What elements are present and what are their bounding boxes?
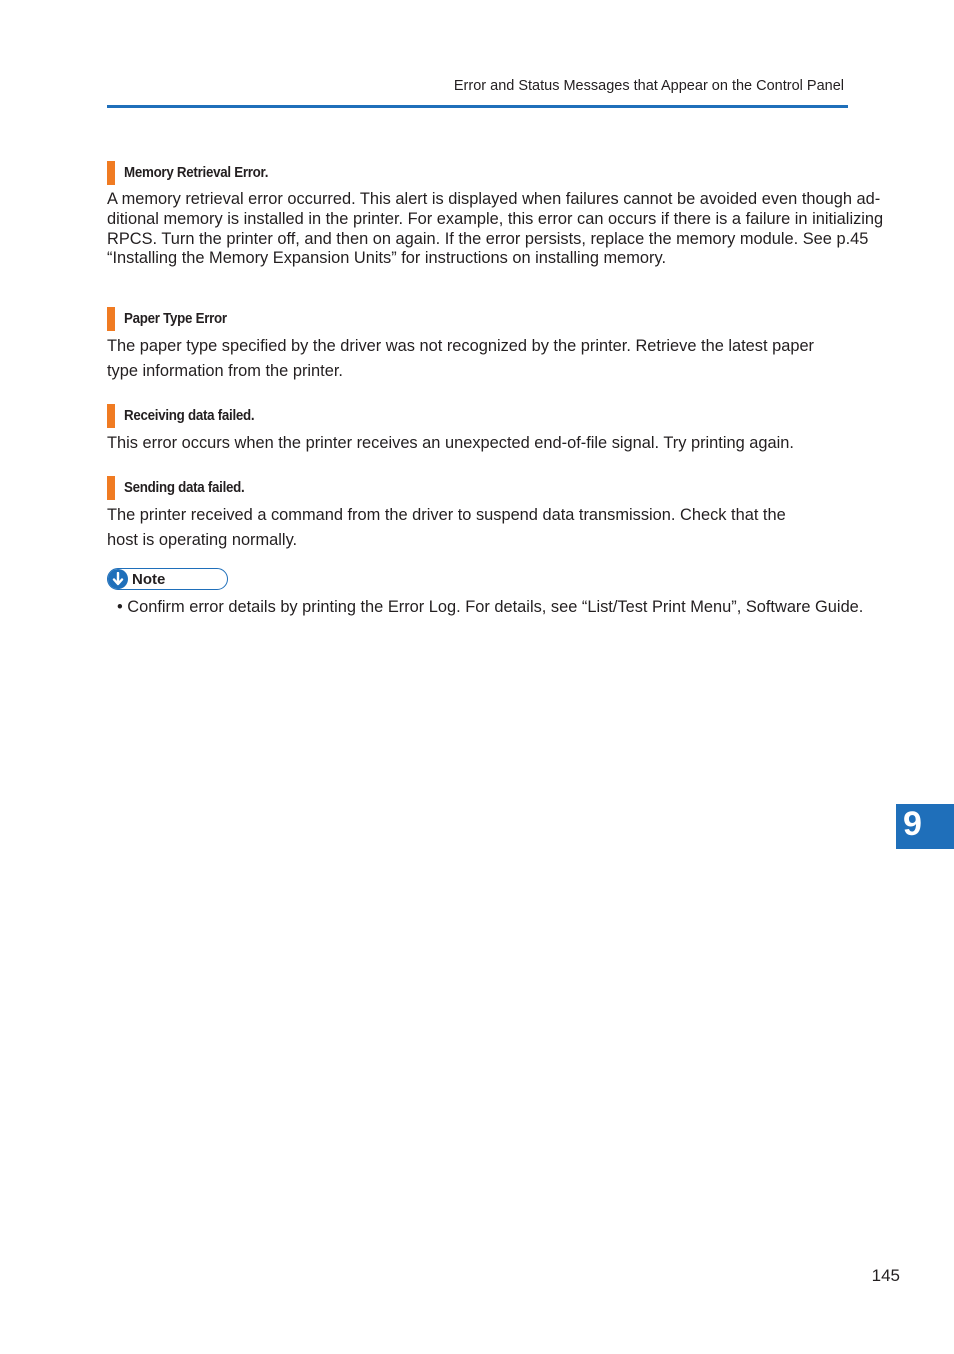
- note-list: [117, 597, 907, 617]
- section-heading: [107, 403, 897, 429]
- heading-text: Receiving data failed.: [124, 408, 255, 424]
- section-paper-type-error: [107, 306, 897, 383]
- running-header: Error and Status Messages that Appear on the Control Panel: [453, 78, 844, 94]
- arrow-down-icon: [108, 569, 128, 589]
- chapter-tab: 9: [896, 804, 954, 849]
- section-heading: [107, 306, 897, 332]
- section-body: The paper type specified by the driver was not recognized by the printer. Retrieve the latest paper type information from the printer.: [107, 337, 815, 380]
- heading-text: Sending data failed.: [124, 480, 245, 496]
- heading-bar: [107, 404, 115, 428]
- list-item: • Confirm error details by printing the Error Log. For details, see “List/Test Print Menu”, Software Guide.: [117, 598, 864, 616]
- note-badge: [107, 568, 228, 590]
- section-body: This error occurs when the printer receives an unexpected end-of-file signal. Try printing again.: [107, 434, 794, 452]
- section-receiving-data-failed: [107, 403, 897, 456]
- heading-bar: [107, 476, 115, 500]
- section-memory-retrieval-error: [107, 160, 897, 269]
- header-rule: [107, 105, 848, 108]
- heading-text: Paper Type Error: [124, 311, 227, 327]
- section-body: A memory retrieval error occurred. This alert is displayed when failures cannot be avoided even though ad-ditional memory is installed in the printer. For example, this error can occurs if there is a failure in initializing RPCS. Turn the printer off, and then on again. If the error persists, replace the memory module. See p.45 “Installing the Memory Expansion Units” for instructions on installing memory.: [107, 190, 884, 268]
- heading-text: Memory Retrieval Error.: [124, 165, 269, 181]
- section-heading: [107, 160, 897, 186]
- page-number: 145: [871, 1266, 900, 1285]
- section-heading: [107, 475, 897, 501]
- section-sending-data-failed: [107, 475, 897, 552]
- note-label: Note: [132, 570, 166, 588]
- heading-bar: [107, 307, 115, 331]
- heading-bar: [107, 161, 115, 185]
- section-body: The printer received a command from the driver to suspend data transmission. Check that the host is operating normally.: [107, 506, 786, 549]
